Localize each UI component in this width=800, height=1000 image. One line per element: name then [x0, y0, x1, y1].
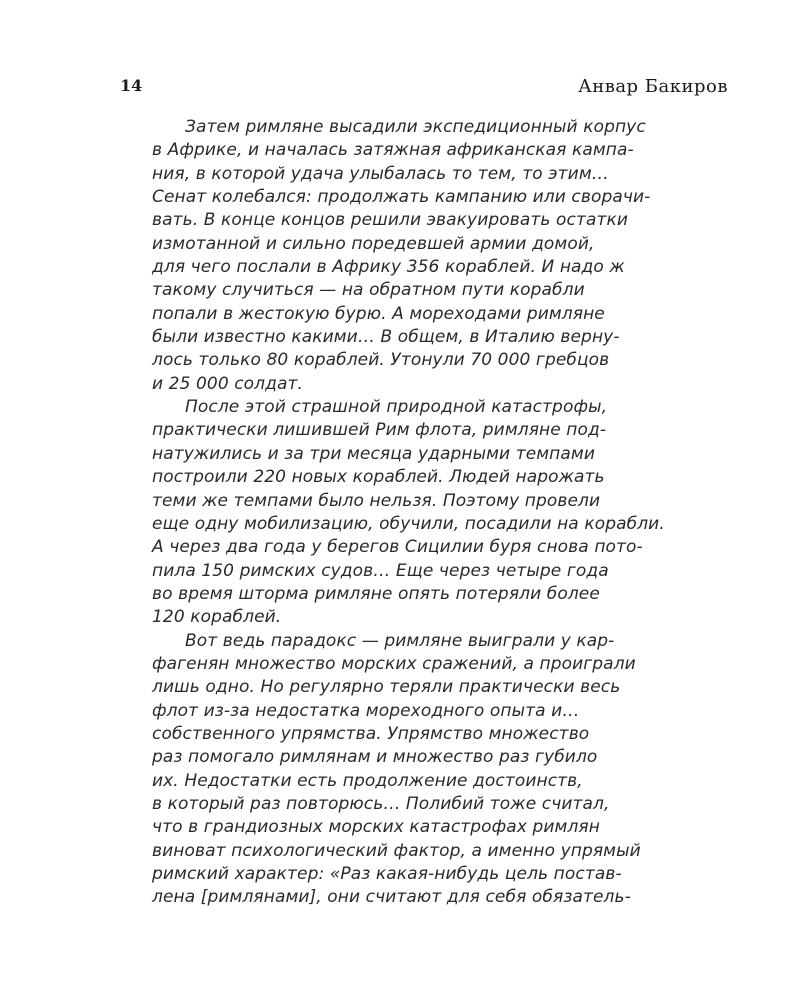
- text-line: Затем римляне высадили экспедиционный корпус: [185, 117, 646, 137]
- paragraph-2: [152, 396, 692, 629]
- text-line: еще одну мобилизацию, обучили, посадили на корабли.: [152, 513, 665, 534]
- text-line: лишь одно. Но регулярно теряли практически весь: [152, 677, 621, 698]
- running-head-author: Анвар Бакиров: [578, 76, 728, 97]
- text-line: во время шторма римляне опять потеряли более: [152, 583, 600, 604]
- text-line: пила 150 римских судов… Еще через четыре года: [152, 560, 609, 581]
- text-line: виноват психологический фактор, а именно упрямый: [152, 840, 641, 861]
- text-line: ния, в которой удача улыбалась то тем, то этим…: [152, 163, 609, 184]
- text-line: в Африке, и началась затяжная африканская кампа-: [152, 140, 634, 161]
- text-line: флот из-за недостатка мореходного опыта и…: [152, 700, 580, 721]
- text-line: Вот ведь парадокс — римляне выиграли у кар-: [185, 630, 615, 651]
- page-number: 14: [120, 76, 143, 95]
- text-line: лось только 80 кораблей. Утонули 70 000 гребцов: [152, 350, 610, 371]
- body-text: [152, 116, 692, 910]
- text-line: лена [римлянами], они считают для себя обязатель-: [152, 887, 631, 908]
- paragraph-3: [152, 630, 692, 910]
- text-line: их. Недостатки есть продолжение достоинств,: [152, 770, 583, 791]
- text-line: натужились и за три месяца ударными темпами: [152, 443, 595, 464]
- text-line: А через два года у берегов Сицилии буря снова пото-: [152, 537, 643, 558]
- text-line: попали в жестокую бурю. А мореходами римляне: [152, 303, 605, 324]
- text-line: в который раз повторюсь… Полибий тоже считал,: [152, 793, 610, 814]
- text-line: собственного упрямства. Упрямство множество: [152, 723, 590, 744]
- text-line: Сенат колебался: продолжать кампанию или сворачи-: [152, 187, 651, 208]
- text-line: фагенян множество морских сражений, а проиграли: [152, 653, 636, 674]
- text-line: После этой страшной природной катастрофы,: [185, 397, 608, 418]
- text-line: римский характер: «Раз какая-нибудь цель постав-: [152, 864, 622, 884]
- text-line: такому случиться — на обратном пути корабли: [152, 280, 585, 301]
- text-line: построили 220 новых кораблей. Людей нарожать: [152, 467, 605, 488]
- text-line: измотанной и сильно поредевшей армии домой,: [152, 233, 595, 254]
- text-line: практически лишившей Рим флота, римляне под-: [152, 420, 607, 441]
- text-line: для чего послали в Африку 356 кораблей. И надо ж: [152, 257, 625, 278]
- text-line: раз помогало римлянам и множество раз губило: [152, 747, 598, 768]
- text-line: были известно какими… В общем, в Италию верну-: [152, 327, 620, 348]
- paragraph-1: [152, 116, 692, 396]
- page-header: [120, 76, 728, 100]
- text-line: и 25 000 солдат.: [152, 373, 304, 394]
- text-line: 120 кораблей.: [152, 607, 282, 628]
- text-line: что в грандиозных морских катастрофах римлян: [152, 817, 600, 838]
- text-line: вать. В конце концов решили эвакуировать остатки: [152, 210, 628, 231]
- text-line: теми же темпами было нельзя. Поэтому провели: [152, 490, 601, 511]
